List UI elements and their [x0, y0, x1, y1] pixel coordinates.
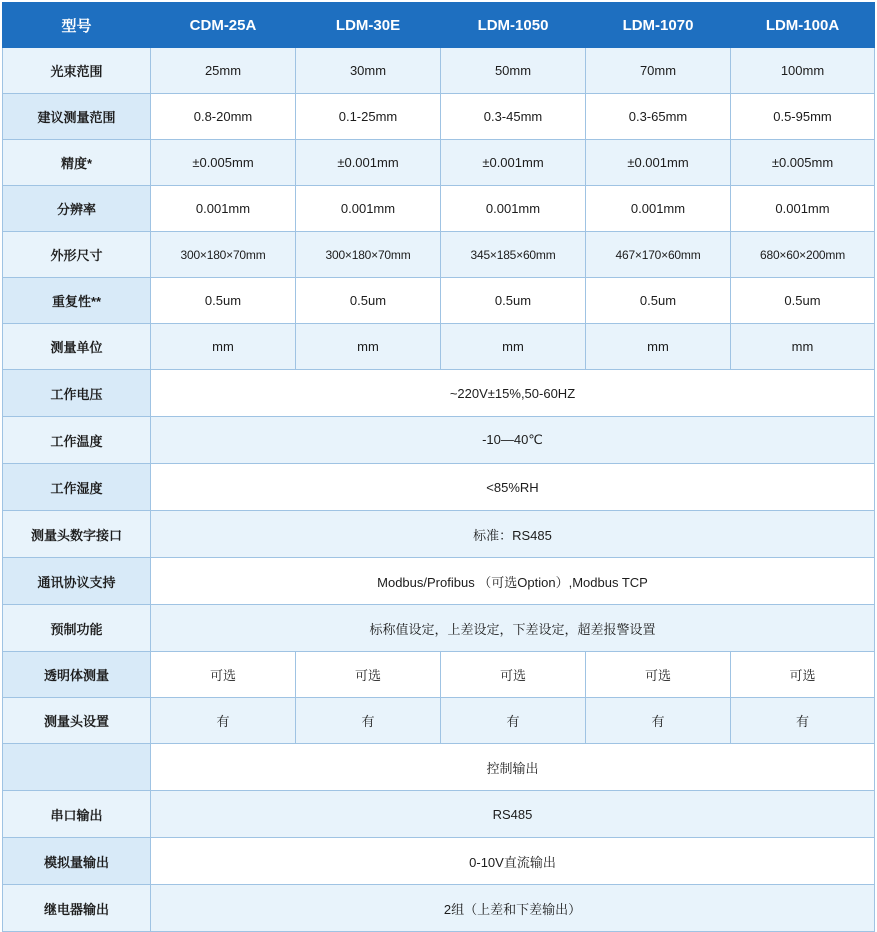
row-value-cell: 0.5-95mm [731, 94, 875, 140]
row-value-cell: 有 [296, 698, 441, 744]
row-label: 串口输出 [3, 791, 151, 838]
row-value-cell: 0.5um [441, 278, 586, 324]
row-value-cell: 可选 [151, 652, 296, 698]
row-label: 重复性** [3, 278, 151, 324]
row-value-cell: 680×60×200mm [731, 232, 875, 278]
table-row [3, 232, 875, 278]
table-row [3, 838, 875, 885]
table-row [3, 605, 875, 652]
row-value-merged: RS485 [151, 791, 875, 838]
row-value-cell: mm [296, 324, 441, 370]
specification-table [2, 2, 875, 932]
row-value-cell: 有 [441, 698, 586, 744]
row-value-cell: 0.5um [151, 278, 296, 324]
row-value-merged: 标准：RS485 [151, 511, 875, 558]
row-value-merged: <85%RH [151, 464, 875, 511]
row-value-cell: 0.001mm [731, 186, 875, 232]
row-value-merged: 0-10V直流输出 [151, 838, 875, 885]
row-value-merged: Modbus/Profibus （可选Option）,Modbus TCP [151, 558, 875, 605]
row-label: 工作温度 [3, 417, 151, 464]
row-label: 建议测量范围 [3, 94, 151, 140]
row-value-cell: 100mm [731, 48, 875, 94]
row-value-cell: mm [151, 324, 296, 370]
row-value-merged: 2组（上差和下差输出） [151, 885, 875, 932]
row-value-cell: 0.8-20mm [151, 94, 296, 140]
row-value-cell: 有 [151, 698, 296, 744]
table-row [3, 140, 875, 186]
header-row-label: 型号 [3, 3, 151, 48]
model-header-cell: CDM-25A [151, 3, 296, 48]
row-value-cell: ±0.005mm [151, 140, 296, 186]
row-value-cell: 25mm [151, 48, 296, 94]
row-label: 透明体测量 [3, 652, 151, 698]
row-label: 模拟量输出 [3, 838, 151, 885]
row-value-cell: 可选 [731, 652, 875, 698]
row-value-cell: 有 [586, 698, 731, 744]
row-label: 光束范围 [3, 48, 151, 94]
row-value-cell: 0.001mm [441, 186, 586, 232]
table-row [3, 278, 875, 324]
table-row [3, 324, 875, 370]
row-label: 继电器输出 [3, 885, 151, 932]
table-row [3, 48, 875, 94]
row-value-merged: 控制输出 [151, 744, 875, 791]
model-header-cell: LDM-1070 [586, 3, 731, 48]
row-value-cell: 可选 [586, 652, 731, 698]
row-value-cell: 有 [731, 698, 875, 744]
row-value-cell: 50mm [441, 48, 586, 94]
model-header-cell: LDM-100A [731, 3, 875, 48]
row-value-cell: 0.3-65mm [586, 94, 731, 140]
row-value-cell: 30mm [296, 48, 441, 94]
row-value-cell: 0.5um [296, 278, 441, 324]
table-row [3, 885, 875, 932]
table-row [3, 791, 875, 838]
row-value-cell: ±0.001mm [586, 140, 731, 186]
row-label: 测量头数字接口 [3, 511, 151, 558]
row-value-merged: ~220V±15%,50-60HZ [151, 370, 875, 417]
row-value-cell: 0.3-45mm [441, 94, 586, 140]
table-row [3, 370, 875, 417]
row-label [3, 744, 151, 791]
row-label: 外形尺寸 [3, 232, 151, 278]
row-value-merged: -10—40℃ [151, 417, 875, 464]
row-value-cell: 300×180×70mm [151, 232, 296, 278]
row-label: 精度* [3, 140, 151, 186]
row-label: 测量头设置 [3, 698, 151, 744]
row-value-cell: 345×185×60mm [441, 232, 586, 278]
row-value-cell: 0.001mm [586, 186, 731, 232]
row-value-cell: ±0.005mm [731, 140, 875, 186]
row-value-cell: 0.5um [586, 278, 731, 324]
row-value-cell: 300×180×70mm [296, 232, 441, 278]
model-header-cell: LDM-1050 [441, 3, 586, 48]
row-value-cell: 0.1-25mm [296, 94, 441, 140]
table-row [3, 94, 875, 140]
row-value-cell: 可选 [296, 652, 441, 698]
row-label: 工作电压 [3, 370, 151, 417]
row-value-cell: mm [586, 324, 731, 370]
table-row [3, 652, 875, 698]
row-value-cell: 467×170×60mm [586, 232, 731, 278]
table-row [3, 558, 875, 605]
row-label: 通讯协议支持 [3, 558, 151, 605]
row-value-cell: 0.5um [731, 278, 875, 324]
row-label: 测量单位 [3, 324, 151, 370]
row-value-cell: mm [731, 324, 875, 370]
table-row [3, 464, 875, 511]
row-value-cell: 可选 [441, 652, 586, 698]
row-value-cell: ±0.001mm [296, 140, 441, 186]
row-value-merged: 标称值设定，上差设定，下差设定，超差报警设置 [151, 605, 875, 652]
row-label: 预制功能 [3, 605, 151, 652]
table-header-row [3, 3, 875, 48]
row-value-cell: 0.001mm [151, 186, 296, 232]
row-label: 分辨率 [3, 186, 151, 232]
table-row [3, 417, 875, 464]
row-value-cell: mm [441, 324, 586, 370]
row-value-cell: ±0.001mm [441, 140, 586, 186]
table-row [3, 744, 875, 791]
row-value-cell: 70mm [586, 48, 731, 94]
table-row [3, 511, 875, 558]
row-label: 工作湿度 [3, 464, 151, 511]
table-row [3, 186, 875, 232]
row-value-cell: 0.001mm [296, 186, 441, 232]
table-row [3, 698, 875, 744]
model-header-cell: LDM-30E [296, 3, 441, 48]
